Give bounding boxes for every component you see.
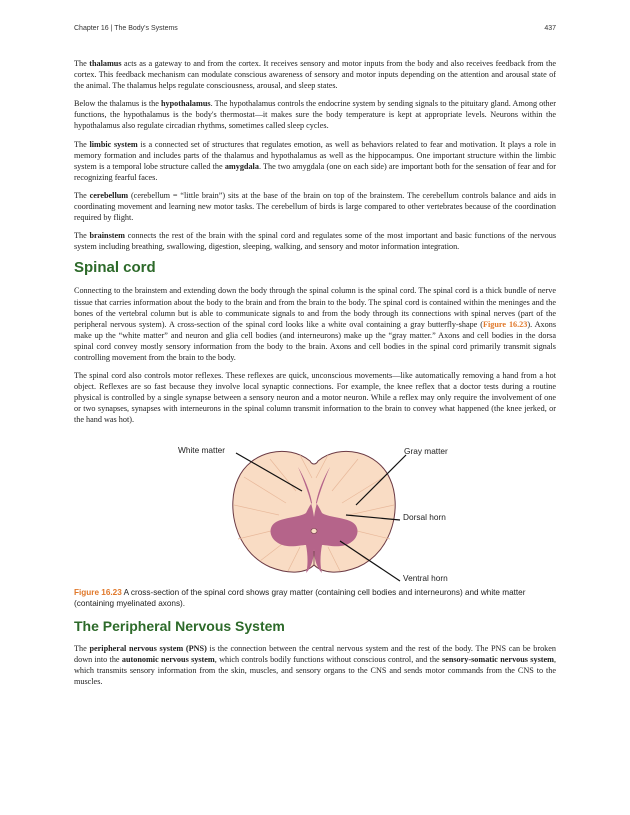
paragraph-limbic <box>74 139 556 183</box>
caption-figure-number: Figure 16.23 <box>74 587 122 597</box>
text: The <box>74 59 90 68</box>
section-heading-spinal-cord: Spinal cord <box>74 259 156 277</box>
central-canal <box>311 528 317 533</box>
term-sensory-somatic: sensory-somatic nervous system <box>442 654 554 664</box>
spinal-cord-diagram <box>74 433 556 583</box>
term-brainstem: brainstem <box>89 231 125 241</box>
label-white-matter: White matter <box>178 444 226 455</box>
term-autonomic: autonomic nervous system <box>121 654 215 664</box>
figure-reference-link[interactable]: Figure 16.23 <box>482 319 528 329</box>
term-pns: peripheral nervous system (PNS) <box>89 643 207 653</box>
text: , which controls bodily functions without conscious control, and the <box>214 654 442 664</box>
text: The <box>74 643 90 653</box>
text: The <box>74 231 90 241</box>
page-number: 437 <box>544 25 556 32</box>
text: (cerebellum = “little brain”) sits at the base of the brain on top of the brainstem. The cerebellum controls balance and aids in coordinating movement and learning new motor tasks. The cerebellum of birds is large compared to other vertebrates because of the coordination required by flight. <box>74 190 556 223</box>
text: , which transmits sensory information from the skin, muscles, and sensory organs to the CNS and sends motor commands from the CNS to the muscles. <box>74 654 556 686</box>
text: The <box>74 139 90 149</box>
text: acts as a gateway to and from the cortex. It receives sensory and motor inputs from the body and also receives feedback from the cortex. This feedback mechanism can modulate conscious awareness of sensory and motor inputs depending on the attention and arousal state of the animal. The thalamus helps regulate consciousness, arousal, and sleep states. <box>74 59 556 91</box>
term-thalamus: thalamus <box>89 59 122 68</box>
caption-text: A cross-section of the spinal cord shows gray matter (containing cell bodies and interneurons) and white matter (containing myelinated axons). <box>74 587 526 608</box>
text: The <box>74 190 90 200</box>
term-hypothalamus: hypothalamus <box>160 99 211 109</box>
paragraph-spinal-cord-1 <box>74 285 556 363</box>
label-ventral-horn: Ventral horn <box>403 572 448 583</box>
term-cerebellum: cerebellum <box>89 190 129 200</box>
label-gray-matter: Gray matter <box>404 445 448 456</box>
figure-spinal-cord-cross-section <box>74 433 556 583</box>
main-content <box>74 58 556 694</box>
paragraph-thalamus <box>74 58 556 91</box>
paragraph-hypothalamus <box>74 98 556 131</box>
text: Connecting to the brainstem and extending down the body through the spinal column is the spinal cord. The spinal cord is a thick bundle of nerve tissue that carries information about the body to the brain and from the brain to the body. The spinal cord is contained within the meninges and the bones of the vertebral column but is able to communicate signals to and from the body through its connections with spinal nerves (part of the peripheral nervous system). A cross-section of the spinal cord looks like a white oval containing a gray butterfly-shape ( <box>74 286 556 329</box>
paragraph-spinal-cord-2: The spinal cord also controls motor reflexes. These reflexes are quick, unconscious movements—like automatically removing a hand from a hot object. Reflexes are so fast because they involve local synaptic connections. For example, the knee reflex that a doctor tests during a routine physical is controlled by a single synapse between a sensory neuron and a motor neuron. While a reflex may only require the involvement of one or two synapses, synapses with interneurons in the spinal column transmit information to the brain to convey what happened (the knee jerked, or the hand was hot). <box>74 371 556 425</box>
paragraph-brainstem <box>74 230 556 252</box>
paragraph-pns <box>74 643 556 687</box>
section-heading-pns: The Peripheral Nervous System <box>74 617 285 634</box>
text: . The two amygdala (one on each side) are important both for the sensation of fear and for recognizing fearful faces. <box>74 161 556 182</box>
label-dorsal-horn: Dorsal horn <box>403 511 446 522</box>
figure-caption <box>74 587 556 609</box>
text: is a connected set of structures that regulates emotion, as well as behaviors related to fear and motivation. It plays a role in memory formation and includes parts of the thalamus and hypothalamus as well as the hippocampus. One important structure within the limbic system is a temporal lobe structure called the <box>74 139 557 171</box>
text: connects the rest of the brain with the spinal cord and regulates some of the most important and basic functions of the nervous system including breathing, swallowing, digestion, sleeping, walking, and sensory and motor information integration. <box>74 231 557 252</box>
text: Below the thalamus is the <box>74 99 161 109</box>
term-amygdala: amygdala <box>224 161 259 171</box>
paragraph-cerebellum <box>74 190 556 223</box>
text: . The hypothalamus controls the endocrine system by sending signals to the pituitary gland. Among other functions, the hypothalamus is the body's thermostat—it makes sure the body temperature is kept at appropriate levels. Neurons within the hypothalamus also regulate circadian rhythms, sometimes called sleep cycles. <box>74 99 556 131</box>
page-header <box>74 25 556 37</box>
term-limbic-system: limbic system <box>89 139 138 149</box>
text: ). Axons make up the “white matter” and neuron and glia cell bodies (and interneurons) make up the “gray matter.” Axons and cell bodies in the dorsa spinal cord convey mostly sensory information from the body to the brain. Axons and cell bodies in the spinal cord primarily transmit signals controlling movement from the brain to the body. <box>74 319 557 362</box>
text: is the connection between the central nervous system and the rest of the body. The PNS can be broken down into the <box>74 643 557 664</box>
chapter-title: Chapter 16 | The Body's Systems <box>74 25 178 32</box>
